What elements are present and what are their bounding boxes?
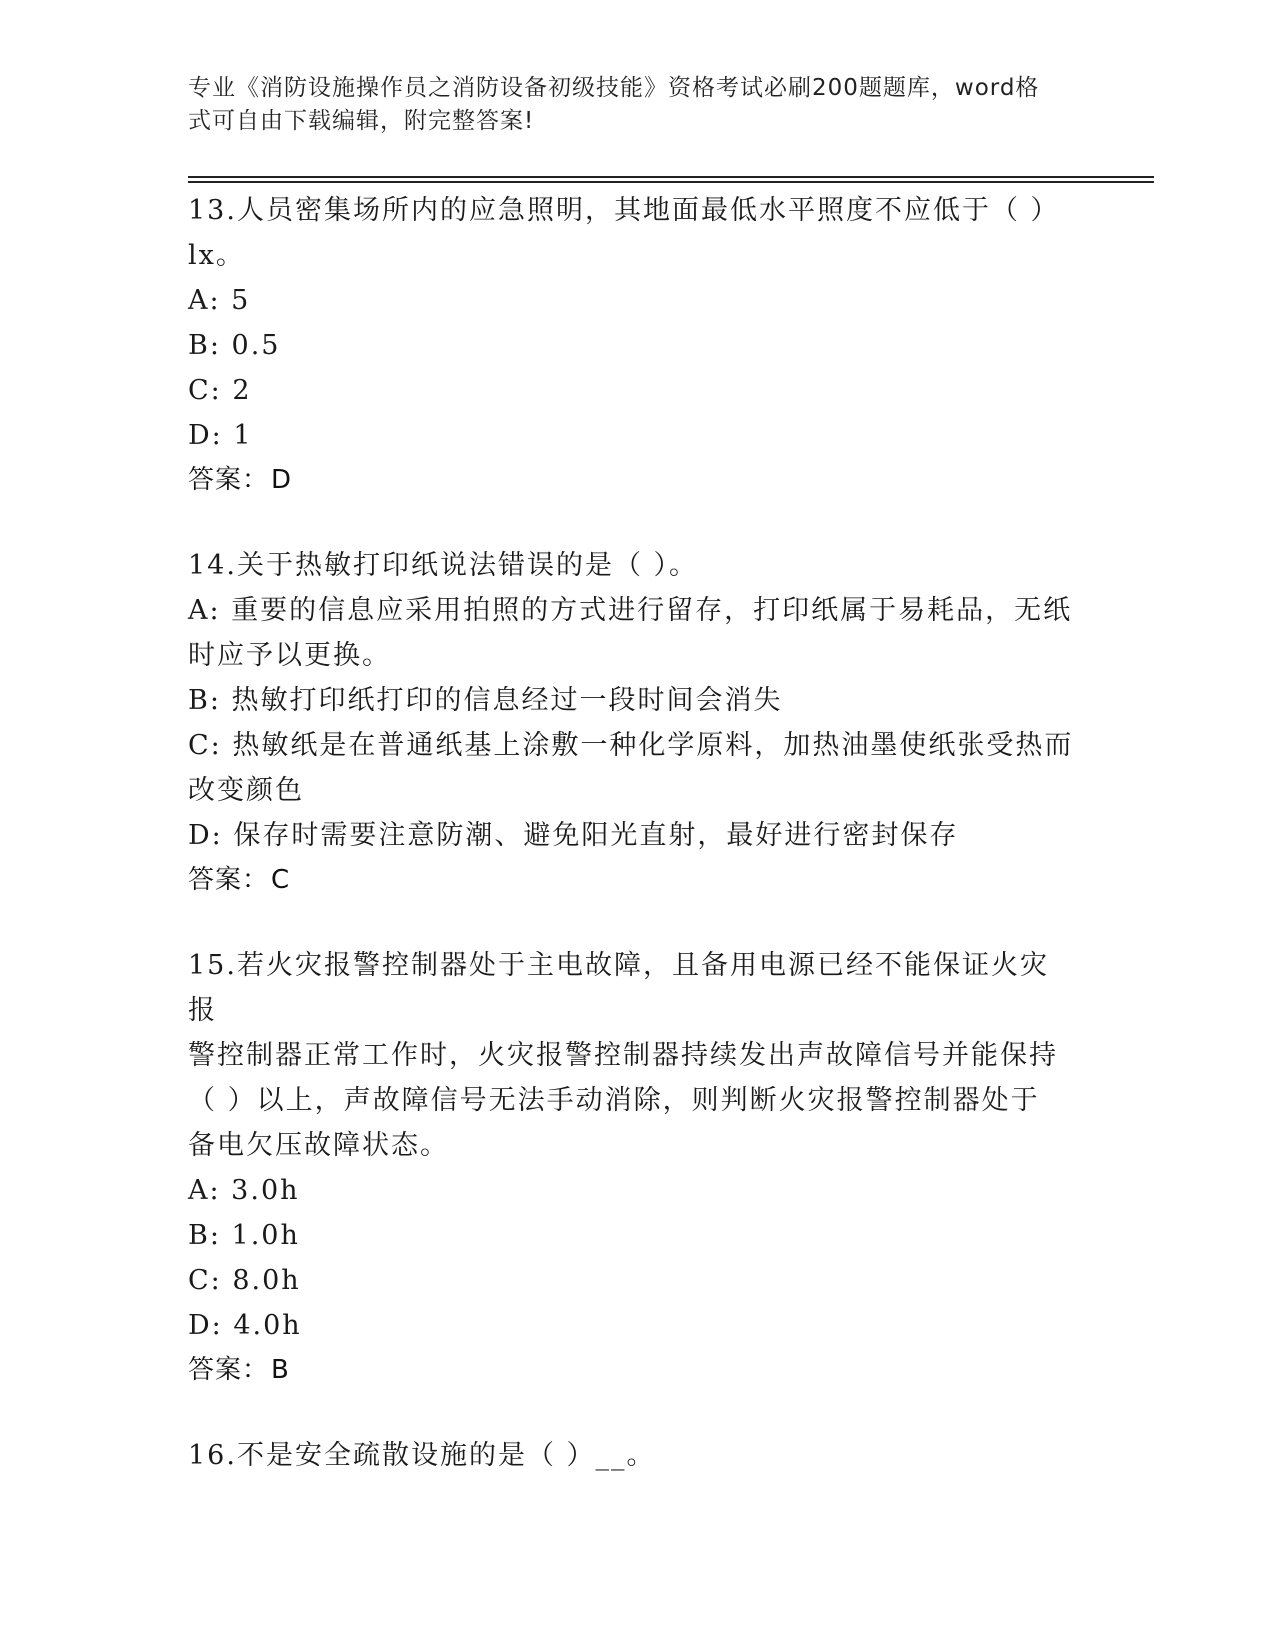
header-divider-top (188, 176, 1154, 178)
answer-label: 答案： (188, 465, 270, 495)
option-a: A: 重要的信息应采用拍照的方式进行留存，打印纸属于易耗品，无纸 (188, 595, 1073, 626)
question-stem-line: 14.关于热敏打印纸说法错误的是（ ）。 (188, 550, 699, 581)
question-15 (188, 943, 1088, 1393)
answer-value: B (271, 1355, 290, 1385)
answer-line (188, 1348, 1088, 1393)
option-a-continued: 时应予以更换。 (188, 640, 391, 671)
question-stem-line: lx。 (188, 240, 245, 271)
option-c: C: 8.0h (188, 1265, 301, 1296)
answer-value: C (271, 865, 291, 895)
option-b: B: 1.0h (188, 1220, 300, 1251)
header-line-2: 式可自由下载编辑，附完整答案! (188, 108, 535, 134)
question-stem-line: 16.不是安全疏散设施的是（ ）__。 (188, 1440, 656, 1471)
question-stem-line: （ ）以上，声故障信号无法手动消除，则判断火灾报警控制器处于 (188, 1085, 1040, 1116)
option-a: A: 5 (188, 285, 251, 316)
answer-label: 答案： (188, 1355, 270, 1385)
option-d: D: 保存时需要注意防潮、避免阳光直射，最好进行密封保存 (188, 820, 959, 851)
option-c: C: 热敏纸是在普通纸基上涂敷一种化学原料，加热油墨使纸张受热而 (188, 730, 1074, 761)
header-line-1: 专业《消防设施操作员之消防设备初级技能》资格考试必刷200题题库，word格 (188, 75, 1040, 101)
option-a: A: 3.0h (188, 1175, 300, 1206)
answer-label: 答案： (188, 865, 270, 895)
question-stem-line: 警控制器正常工作时，火灾报警控制器持续发出声故障信号并能保持 (188, 1040, 1058, 1071)
question-13 (188, 188, 1088, 503)
question-stem-line: 15.若火灾报警控制器处于主电故障，且备用电源已经不能保证火灾报 (188, 950, 1049, 1026)
header-divider-bottom (188, 181, 1154, 183)
option-c: C: 2 (188, 375, 252, 406)
question-14 (188, 543, 1088, 903)
option-c-continued: 改变颜色 (188, 775, 304, 806)
option-d: D: 1 (188, 420, 253, 451)
option-b: B: 热敏打印纸打印的信息经过一段时间会消失 (188, 685, 783, 716)
option-b: B: 0.5 (188, 330, 281, 361)
question-stem-line: 13.人员密集场所内的应急照明，其地面最低水平照度不应低于（ ） (188, 195, 1060, 226)
answer-line (188, 858, 1088, 903)
question-stem-line: 备电欠压故障状态。 (188, 1130, 449, 1161)
option-d: D: 4.0h (188, 1310, 302, 1341)
question-list (188, 188, 1088, 1518)
answer-line (188, 458, 1088, 503)
answer-value: D (271, 465, 293, 495)
document-header (188, 72, 1068, 138)
question-16 (188, 1433, 1088, 1478)
